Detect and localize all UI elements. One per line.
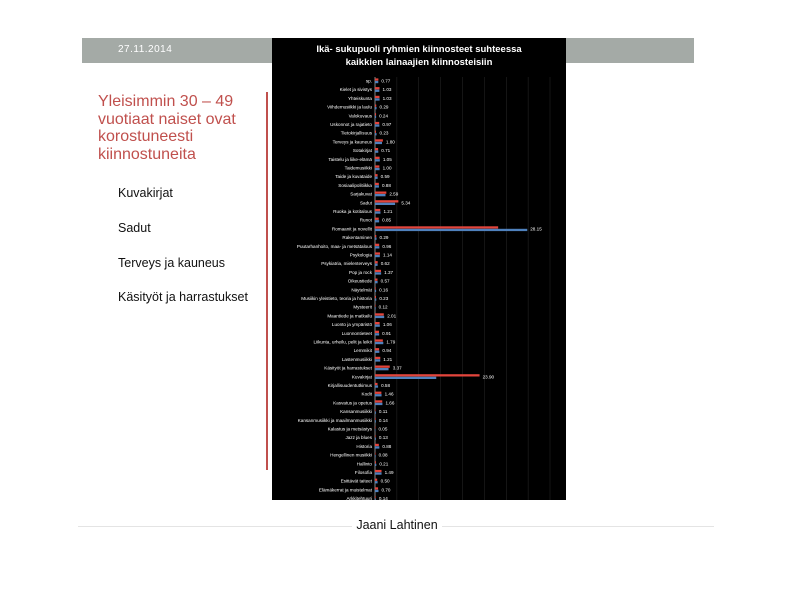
bar-series-2 <box>375 177 378 179</box>
slide-heading: Yleisimmin 30 – 49 vuotiaat naiset ovat korostuneesti kiinnostuneita <box>98 93 236 163</box>
bar-series-2 <box>375 168 380 170</box>
bar-series-1 <box>375 305 376 307</box>
data-label: 0.08 <box>378 452 388 458</box>
bullet-kuvakirjat: Kuvakirjat <box>118 186 173 200</box>
bar-series-1 <box>375 261 378 263</box>
bar-series-2 <box>375 290 376 292</box>
data-label: 0.58 <box>381 383 391 388</box>
data-label: 1.05 <box>382 156 392 162</box>
category-label: Lastenmusiikki <box>341 356 372 362</box>
bar-series-1 <box>375 331 379 333</box>
category-label: Psykologia <box>349 252 372 258</box>
bar-series-2 <box>375 472 382 474</box>
bullet-kasityot: Käsityöt ja harrastukset <box>118 290 248 304</box>
bar-series-1 <box>375 426 376 428</box>
category-label: Kuvakirjat <box>351 374 372 380</box>
bar-series-2 <box>375 151 378 153</box>
bar-series-2 <box>375 403 382 405</box>
data-label: 1.14 <box>382 252 392 258</box>
bar-series-1 <box>375 226 498 228</box>
data-label: 3.37 <box>392 365 402 371</box>
bar-series-1 <box>375 409 376 411</box>
bar-series-2 <box>375 455 376 457</box>
category-label: Mysteerit <box>353 304 372 310</box>
bar-series-2 <box>375 194 386 196</box>
category-label: Oikeustiede <box>347 278 372 284</box>
category-label: Ruoka ja kotitalous <box>333 209 372 214</box>
bar-series-2 <box>375 185 379 187</box>
bar-series-1 <box>375 96 380 98</box>
data-label: 0.29 <box>379 104 389 110</box>
bar-series-1 <box>375 270 381 272</box>
data-label: 1.66 <box>385 400 395 406</box>
category-label: Yhteiskunta <box>347 95 372 101</box>
category-label: Elämäkerrat ja muistelmat <box>318 487 372 493</box>
data-label: 23.90 <box>482 374 495 380</box>
bar-series-2 <box>375 98 380 100</box>
category-label: Liikunta, urheilu, pelit ja leikit <box>313 339 372 345</box>
data-label: 0.05 <box>378 426 388 432</box>
category-label: Historia <box>356 443 372 449</box>
bar-series-1 <box>375 296 376 298</box>
data-label: 2.01 <box>387 313 397 319</box>
category-label: Kalastus ja metsästys <box>327 426 372 432</box>
bar-series-1 <box>375 470 382 472</box>
category-label: Viihdemusiikki ja laulu <box>327 104 372 110</box>
bar-series-1 <box>375 383 378 385</box>
bar-series-1 <box>375 148 378 150</box>
chart-panel <box>272 38 566 500</box>
bar-series-2 <box>375 499 376 501</box>
chart-title: kaikkien lainaajien kiinnosteisiin <box>345 57 493 68</box>
data-label: 1.03 <box>382 87 392 93</box>
bar-series-1 <box>375 392 381 394</box>
category-label: Uskonnot ja rajatieto <box>330 122 372 127</box>
slide-date: 27.11.2014 <box>118 44 173 55</box>
data-label: 0.12 <box>378 304 388 310</box>
bar-series-2 <box>375 394 382 396</box>
bar-series-2 <box>375 359 380 361</box>
data-label: 28.15 <box>530 226 542 232</box>
bar-series-1 <box>375 131 376 133</box>
bar-series-2 <box>375 272 381 274</box>
data-label: 0.11 <box>378 409 388 415</box>
category-label: Arkkitehtuuri <box>346 496 372 500</box>
category-label: Hengellinen musiikki <box>330 452 372 458</box>
category-label: Lemmikit <box>353 348 372 354</box>
bar-series-1 <box>375 235 376 237</box>
data-label: 0.14 <box>378 417 388 423</box>
data-label: 0.96 <box>382 243 392 249</box>
data-label: 1.46 <box>384 391 394 397</box>
bar-series-1 <box>375 113 376 115</box>
bar-series-1 <box>375 400 382 402</box>
data-label: 1.06 <box>382 322 392 328</box>
data-label: 0.97 <box>382 122 392 127</box>
category-label: Kasvatus ja opetus <box>333 400 372 406</box>
data-label: 0.88 <box>382 443 392 449</box>
data-label: 0.62 <box>380 261 390 267</box>
bar-series-2 <box>375 342 383 344</box>
category-label: Valokuvaus <box>348 113 372 119</box>
bar-chart <box>272 38 566 500</box>
bar-series-1 <box>375 479 377 481</box>
bar-series-2 <box>375 159 380 161</box>
category-label: Rakentaminen <box>342 235 372 241</box>
category-label: Näytelmät <box>351 287 372 293</box>
bar-series-2 <box>375 333 379 335</box>
bar-series-2 <box>375 81 378 83</box>
category-label: Jazz ja blues <box>345 435 372 441</box>
category-label: Musiikin yleistieto, teoria ja historia <box>301 296 372 301</box>
bar-series-1 <box>375 165 379 167</box>
bar-series-2 <box>375 412 376 414</box>
bar-series-1 <box>375 279 377 281</box>
category-label: Sadut <box>359 200 372 206</box>
bar-series-1 <box>375 174 378 176</box>
data-label: 0.29 <box>379 235 389 241</box>
data-label: 0.23 <box>379 130 389 136</box>
bar-series-2 <box>375 255 380 257</box>
bar-series-2 <box>375 107 377 109</box>
data-label: 0.91 <box>382 330 392 336</box>
bar-series-1 <box>375 244 379 246</box>
category-label: Luonto ja ympäristö <box>331 322 372 328</box>
bar-series-2 <box>375 438 376 440</box>
bar-series-2 <box>375 116 376 118</box>
bullet-terveys: Terveys ja kauneus <box>118 256 226 270</box>
bar-series-1 <box>375 78 378 80</box>
category-label: Kielet ja sivistys <box>339 87 372 93</box>
bar-series-2 <box>375 246 379 248</box>
category-label: Hallinto <box>356 461 372 467</box>
bar-series-1 <box>375 105 376 107</box>
bar-series-1 <box>375 418 376 420</box>
bar-series-2 <box>375 211 380 213</box>
data-label: 0.50 <box>380 478 390 484</box>
category-label: sp. <box>365 78 372 84</box>
bar-series-2 <box>375 90 379 92</box>
author-name: Jaani Lahtinen <box>352 518 441 532</box>
bar-series-1 <box>375 287 376 289</box>
category-label: Taidemusiikki <box>344 165 372 171</box>
data-label: 0.94 <box>382 348 392 354</box>
bar-series-2 <box>375 229 527 231</box>
bar-series-2 <box>375 377 436 379</box>
bar-series-1 <box>375 139 383 141</box>
category-label: Runot <box>359 217 372 223</box>
bar-series-1 <box>375 183 379 185</box>
bar-series-2 <box>375 264 378 266</box>
bar-series-2 <box>375 368 389 370</box>
category-label: Puutarhanhoito, maa- ja metsätalous <box>296 243 372 249</box>
data-label: 0.85 <box>382 217 392 223</box>
bar-series-2 <box>375 464 376 466</box>
category-label: Psykiatria, mielenterveys <box>321 261 372 267</box>
data-label: 0.57 <box>380 278 390 284</box>
category-label: Käsityöt ja harrastukset <box>324 365 372 371</box>
bar-series-1 <box>375 444 379 446</box>
bar-series-1 <box>375 496 376 498</box>
bar-series-2 <box>375 281 378 283</box>
category-label: Romaanit ja novellit <box>331 226 372 232</box>
bar-series-1 <box>375 157 380 159</box>
data-label: 1.37 <box>384 269 394 275</box>
bar-series-1 <box>375 453 376 455</box>
data-label: 1.21 <box>383 209 393 214</box>
data-label: 0.21 <box>379 461 389 467</box>
data-label: 0.59 <box>380 174 390 180</box>
data-label: 0.13 <box>378 435 388 441</box>
bar-series-2 <box>375 481 378 483</box>
data-label: 1.03 <box>382 95 392 101</box>
data-label: 0.71 <box>381 148 391 154</box>
bar-series-2 <box>375 385 378 387</box>
category-label: Terveys ja kauneus <box>332 139 372 145</box>
bar-series-1 <box>375 461 376 463</box>
bullet-sadut: Sadut <box>118 221 151 235</box>
category-label: Sotakirjat <box>352 148 372 154</box>
bar-series-1 <box>375 322 380 324</box>
category-label: Luonnontieteet <box>341 330 372 336</box>
category-label: Tietokirjallisuus <box>340 130 372 136</box>
data-label: 0.70 <box>381 487 391 493</box>
category-label: Kansanmusiikki ja maailmanmusiikki <box>297 417 372 423</box>
category-label: Sarjakuvat <box>350 191 372 197</box>
bar-series-2 <box>375 325 380 327</box>
bar-series-2 <box>375 307 376 309</box>
bar-series-2 <box>375 124 379 126</box>
bar-series-1 <box>375 339 383 341</box>
bar-series-1 <box>375 366 390 368</box>
data-label: 1.80 <box>385 139 395 145</box>
data-label: 2.59 <box>389 191 399 197</box>
data-label: 0.16 <box>379 287 389 293</box>
category-label: Maantiede ja matkailu <box>327 313 372 319</box>
bar-series-2 <box>375 420 376 422</box>
bar-series-2 <box>375 316 384 318</box>
bar-series-2 <box>375 351 379 353</box>
bar-series-1 <box>375 218 379 220</box>
category-label: Filosofia <box>354 470 372 475</box>
data-label: 0.24 <box>379 113 389 119</box>
bar-series-2 <box>375 220 379 222</box>
category-label: Sosiaalipolitiikka <box>338 182 372 188</box>
bar-series-1 <box>375 357 380 359</box>
author-footer <box>0 518 794 532</box>
data-label: 0.88 <box>381 182 391 188</box>
bar-series-2 <box>375 490 379 492</box>
bar-series-2 <box>375 429 376 431</box>
data-label: 0.23 <box>379 296 389 301</box>
bar-series-1 <box>375 374 480 376</box>
data-label: 1.00 <box>382 165 392 171</box>
category-label: Taistelu ja liike-elämä <box>328 156 372 162</box>
data-label: 1.49 <box>384 470 394 475</box>
bar-series-1 <box>375 435 376 437</box>
bar-series-1 <box>375 487 378 489</box>
bar-series-1 <box>375 200 398 202</box>
bar-series-1 <box>375 192 386 194</box>
bar-series-1 <box>375 348 379 350</box>
bar-series-2 <box>375 142 382 144</box>
category-label: Kodit <box>361 391 372 397</box>
bar-series-2 <box>375 238 377 240</box>
bar-series-1 <box>375 122 379 124</box>
bar-series-1 <box>375 313 384 315</box>
chart-title: Ikä- sukupuoli ryhmien kiinnosteet suhteessa <box>316 44 522 55</box>
category-label: Esittävät taiteet <box>340 478 372 484</box>
bar-series-2 <box>375 203 395 205</box>
category-label: Kansanmusiikki <box>340 409 372 415</box>
bar-series-2 <box>375 446 379 448</box>
category-label: Taide ja kuvataide <box>335 174 372 180</box>
bar-series-1 <box>375 87 380 89</box>
data-label: 1.79 <box>386 339 396 345</box>
bar-series-2 <box>375 133 377 135</box>
category-label: Kirjallisuudentutkimus <box>327 383 372 388</box>
bar-series-1 <box>375 252 380 254</box>
data-label: 5.34 <box>401 200 411 206</box>
data-label: 1.21 <box>383 356 393 362</box>
bar-series-1 <box>375 209 380 211</box>
data-label: 0.14 <box>378 496 388 500</box>
category-label: Pop ja rock <box>349 269 372 275</box>
accent-divider <box>266 92 268 470</box>
data-label: 0.77 <box>381 78 391 84</box>
bar-series-2 <box>375 298 376 300</box>
